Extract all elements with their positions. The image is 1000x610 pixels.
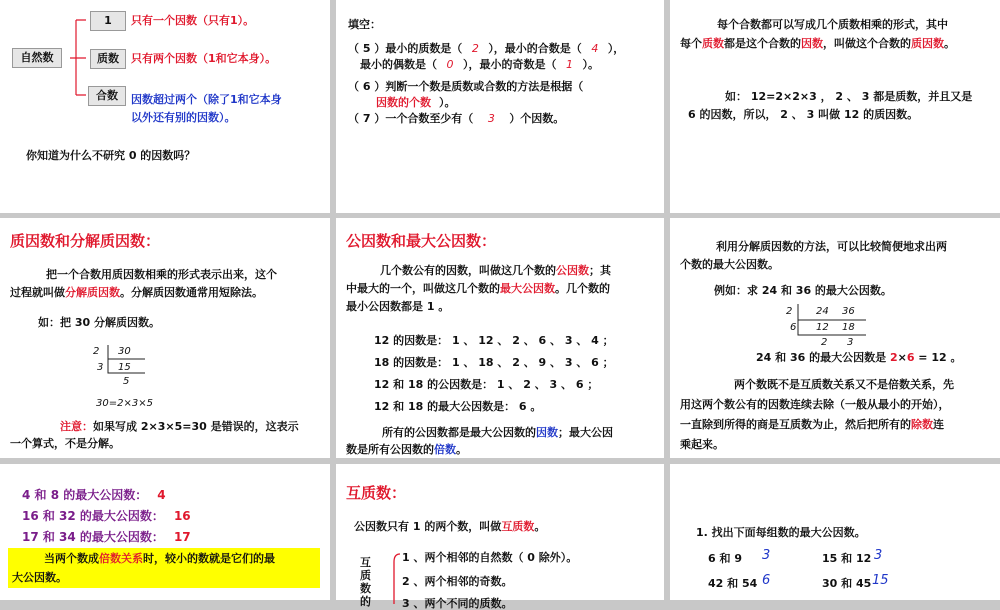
answer-15-12: 3: [874, 548, 883, 563]
slide-multiple-relation: [0, 464, 330, 600]
answer-4: 4: [591, 42, 599, 55]
common-p3: 最小公因数都是 1 。: [346, 300, 450, 313]
q5-line2: 最小的偶数是（ 0 ），最小的奇数是（ 1 ）。: [360, 58, 599, 71]
factorization-p1: 把一个合数用质因数相乘的形式表示出来，这个: [46, 268, 277, 281]
coprime-case-1: 1 、两个相邻的自然数（ 0 除外）。: [402, 551, 578, 564]
factors-18: 18 的因数是： 1 、 18 、 2 、 9 、 3 、 6 ；: [374, 356, 614, 369]
coprime-side-label: 互质数的: [360, 556, 371, 608]
method-p1: 利用分解质因数的方法，可以比较简便地求出两: [716, 240, 947, 253]
coprime-case-3: 3 、两个不同的质数。: [402, 597, 513, 610]
rule-line4: 乘起来。: [680, 438, 724, 451]
gcf-div-24: 24: [816, 306, 829, 317]
note-line2: 一个算式，不是分解。: [10, 437, 120, 450]
div-3: 3: [97, 362, 104, 373]
factorization-result: 30=2×3×5: [96, 398, 153, 409]
one-desc: 只有一个因数（只有1）。: [131, 14, 255, 27]
box-prime: 质数: [90, 49, 126, 69]
answer-42-54: 6: [762, 573, 771, 588]
q5-line1: （ 5 ）最小的质数是（ 2 ），最小的合数是（ 4 ），: [348, 42, 625, 55]
gcf-17-34: 17 和 34 的最大公因数： 17: [22, 530, 191, 544]
common-p2: 中最大的一个，叫做这几个数的最大公因数。几个数的: [346, 282, 610, 295]
q6-line2: 因数的个数 ）。: [376, 96, 456, 109]
slide-fill-blanks: [336, 0, 664, 213]
fill-heading: 填空：: [348, 18, 381, 31]
box-one: 1: [90, 11, 126, 31]
slide-exercise: [670, 464, 1000, 600]
gcf-div-18: 18: [842, 322, 855, 333]
pair-15-12: 15 和 12: [822, 552, 872, 565]
def-line1: 每个合数都可以写成几个质数相乘的形式，其中: [717, 18, 948, 31]
div-5: 5: [123, 376, 130, 387]
pair-42-54: 42 和 54: [708, 577, 758, 590]
q6-line1: （ 6 ）判断一个数是质数或合数的方法是根据（: [348, 80, 584, 93]
conclusion-2: 数是所有公因数的倍数。: [346, 443, 467, 456]
common-factor-title: 公因数和最大公因数：: [346, 232, 497, 250]
gcf-div-36: 36: [842, 306, 855, 317]
box-natural-number: 自然数: [12, 48, 62, 68]
method-example: 例如：求 24 和 36 的最大公因数。: [714, 284, 892, 297]
answer-factor-count: 因数的个数: [376, 96, 431, 109]
div-2: 2: [93, 346, 100, 357]
prime-desc: 只有两个因数（1和它本身）。: [131, 52, 277, 65]
answer-2: 2: [471, 42, 479, 55]
gcf-4-8: 4 和 8 的最大公因数： 4: [22, 488, 166, 502]
highlight-line1: 当两个数成倍数关系时，较小的数就是它们的最: [44, 552, 275, 565]
coprime-title: 互质数：: [346, 484, 407, 502]
slide-gcf-method: [670, 218, 1000, 458]
factorization-example: 如：把 30 分解质因数。: [38, 316, 160, 329]
note-line1: 注意：如果写成 2×3×5=30 是错误的，这表示: [60, 420, 299, 433]
highlight-line2: 大公因数。: [12, 571, 67, 584]
answer-3: 3: [487, 112, 495, 125]
factors-12: 12 的因数是： 1 、 12 、 2 、 6 、 3 、 4 ；: [374, 334, 614, 347]
rule-line1: 两个数既不是互质数关系又不是倍数关系，先: [734, 378, 954, 391]
pair-30-45: 30 和 45: [822, 577, 872, 590]
def-line2: 每个质数都是这个合数的因数，叫做这个合数的质因数。: [680, 37, 955, 50]
div-15: 15: [118, 362, 131, 373]
rule-line2: 用这两个数公有的因数连续去除（一般从最小的开始），: [680, 398, 950, 411]
answer-0: 0: [446, 58, 454, 71]
coprime-case-2: 2 、两个相邻的奇数。: [402, 575, 513, 588]
gcf-result: 24 和 36 的最大公因数是 2×6 = 12 。: [756, 351, 962, 364]
gcf-div-2: 2: [786, 306, 793, 317]
method-p2: 个数的最大公因数。: [680, 258, 779, 271]
gcf-quotient-2: 2: [821, 337, 828, 348]
conclusion-1: 所有的公因数都是最大公因数的因数；最大公因: [382, 426, 613, 439]
coprime-def: 公因数只有 1 的两个数，叫做互质数。: [354, 520, 546, 533]
gcf-16-32: 16 和 32 的最大公因数： 16: [22, 509, 191, 523]
composite-desc-1: 因数超过两个（除了1和它本身: [131, 93, 282, 106]
exercise-question: 1. 找出下面每组数的最大公因数。: [696, 526, 866, 539]
q7-line: （ 7 ）一个合数至少有（ 3 ）个因数。: [348, 112, 565, 125]
common-factors-12-18: 12 和 18 的公因数是： 1 、 2 、 3 、 6 ；: [374, 378, 599, 391]
gcf-div-6: 6: [790, 322, 797, 333]
tree-brackets: [0, 0, 330, 213]
rule-line3: 一直除到所得的商是互质数为止，然后把所有的除数连: [680, 418, 944, 431]
gcf-div-12: 12: [816, 322, 829, 333]
slide-coprime: [336, 464, 664, 610]
composite-desc-2: 以外还有别的因数）。: [131, 111, 236, 124]
slide-factorization: [0, 218, 330, 458]
example-line2: 6 的因数，所以， 2 、 3 叫做 12 的质因数。: [688, 108, 919, 121]
pair-6-9: 6 和 9: [708, 552, 742, 565]
example-line1: 如： 12=2×2×3 ， 2 、 3 都是质数，并且又是: [725, 90, 973, 103]
answer-1: 1: [566, 58, 573, 71]
div-30: 30: [118, 346, 131, 357]
slide-prime-factor-def: [670, 0, 1000, 213]
common-p1: 几个数公有的因数，叫做这几个数的公因数；其: [380, 264, 611, 277]
gcf-12-18: 12 和 18 的最大公因数是： 6 。: [374, 400, 542, 413]
zero-question: 你知道为什么不研究 0 的因数吗？: [26, 149, 196, 162]
factorization-title: 质因数和分解质因数：: [10, 232, 161, 250]
box-composite: 合数: [88, 86, 126, 106]
answer-30-45: 15: [872, 573, 889, 588]
gcf-quotient-3: 3: [847, 337, 854, 348]
slide-common-factors: [336, 218, 664, 458]
answer-6-9: 3: [762, 548, 771, 563]
slide-natural-numbers: [0, 0, 330, 213]
factorization-p2: 过程就叫做分解质因数。分解质因数通常用短除法。: [10, 286, 263, 299]
